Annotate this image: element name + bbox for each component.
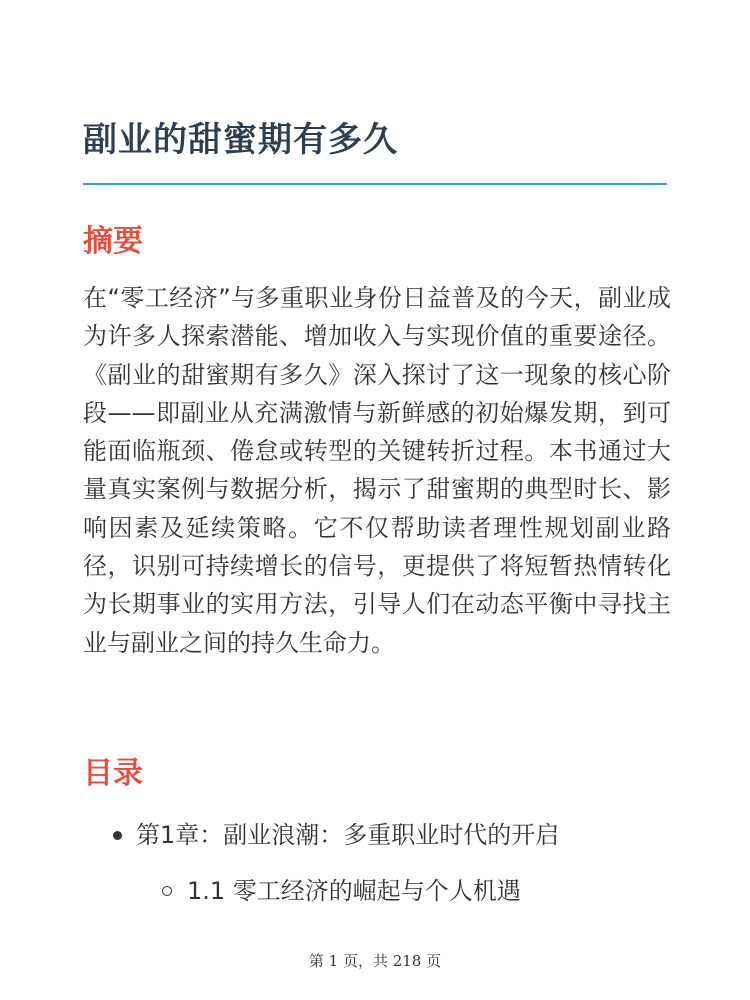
page-number-footer: 第 1 页，共 218 页: [308, 952, 442, 970]
page-title: 副业的甜蜜期有多久: [83, 120, 398, 160]
bullet-disc-icon: [113, 831, 122, 840]
title-divider: [83, 183, 667, 185]
bullet-circle-icon: [162, 886, 172, 896]
toc-item-section-1-1[interactable]: [162, 873, 521, 909]
abstract-heading: 摘要: [83, 224, 143, 259]
abstract-paragraph: 在“零工经济”与多重职业身份日益普及的今天，副业成为许多人探索潜能、增加收入与实现价值的重要途径。《副业的甜蜜期有多久》深入探讨了这一现象的核心阶段——即副业从充满激情与新鲜感的初始爆发期，到可能面临瓶颈、倦怠或转型的关键转折过程。本书通过大量真实案例与数据分析，揭示了甜蜜期的典型时长、影响因素及延续策略。它不仅帮助读者理性规划副业路径，识别可持续增长的信号，更提供了将短暂热情转化为长期事业的实用方法，引导人们在动态平衡中寻找主业与副业之间的持久生命力。: [83, 284, 671, 657]
toc-heading: 目录: [83, 756, 143, 791]
toc-item-chapter-1[interactable]: [113, 817, 559, 853]
toc-item-label: 1.1 零工经济的崛起与个人机遇: [187, 877, 521, 905]
toc-item-label: 第1章：副业浪潮：多重职业时代的开启: [136, 821, 560, 849]
